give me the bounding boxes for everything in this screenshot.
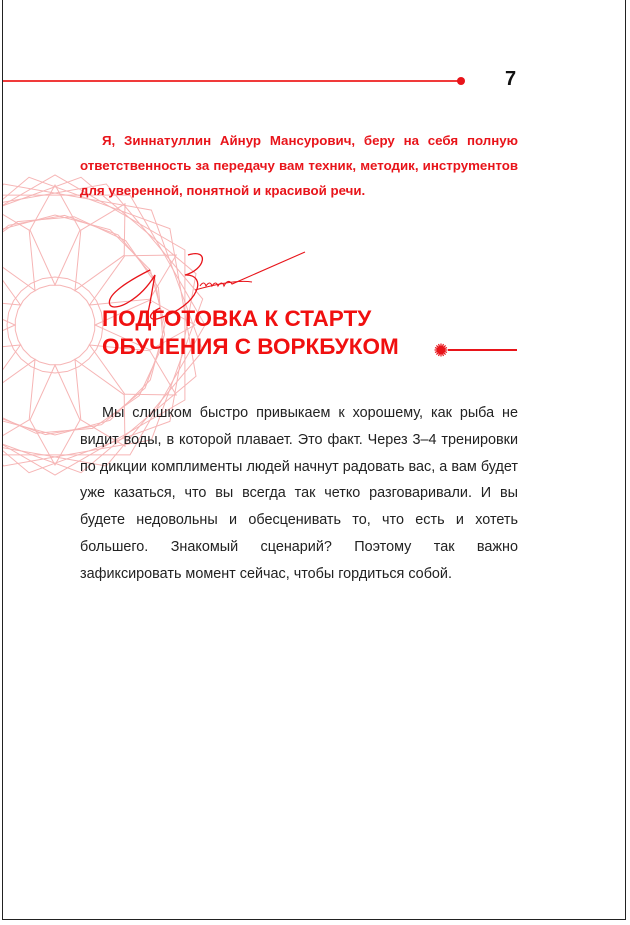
- heading-line-2: ОБУЧЕНИЯ С ВОРКБУКОМ: [102, 334, 399, 359]
- mandala-petal: [30, 365, 80, 465]
- header-rule: [3, 80, 460, 82]
- mandala-petal: [3, 204, 35, 291]
- body-paragraph: Мы слишком быстро привыкаем к хорошему, как рыба не видит воды, в которой плавает. Это факт. Через 3–4 тренировки по дикции комплименты людей начнут радовать вас, а вам будет уже казаться, что вы всегда так четко разговаривали. И вы будете недовольны и обесценивать то, что есть и хотеть большего. Знакомый сценарий? Поэтому так важно зафиксировать момент сейчас, чтобы гордиться собой.: [80, 405, 518, 582]
- mandala-petal: [30, 185, 80, 285]
- author-statement: Я, Зиннатуллин Айнур Мансурович, беру на себя полную ответственность за передачу вам техник, методик, инструmентов для уверенной, понятной и красивой речи.: [80, 133, 518, 198]
- heading-rule: [448, 349, 517, 351]
- mandala-petal: [3, 360, 35, 447]
- page-number: 7: [505, 68, 517, 90]
- mandala-petal: [3, 345, 20, 395]
- header-dot: [457, 77, 465, 85]
- mandala-petal: [3, 300, 15, 350]
- mandala-petal: [3, 255, 20, 305]
- section-heading: [102, 305, 399, 361]
- mandala-center: [19, 289, 91, 361]
- heading-line-1: ПОДГОТОВКА К СТАРТУ: [102, 306, 372, 331]
- starburst-icon: [434, 343, 448, 357]
